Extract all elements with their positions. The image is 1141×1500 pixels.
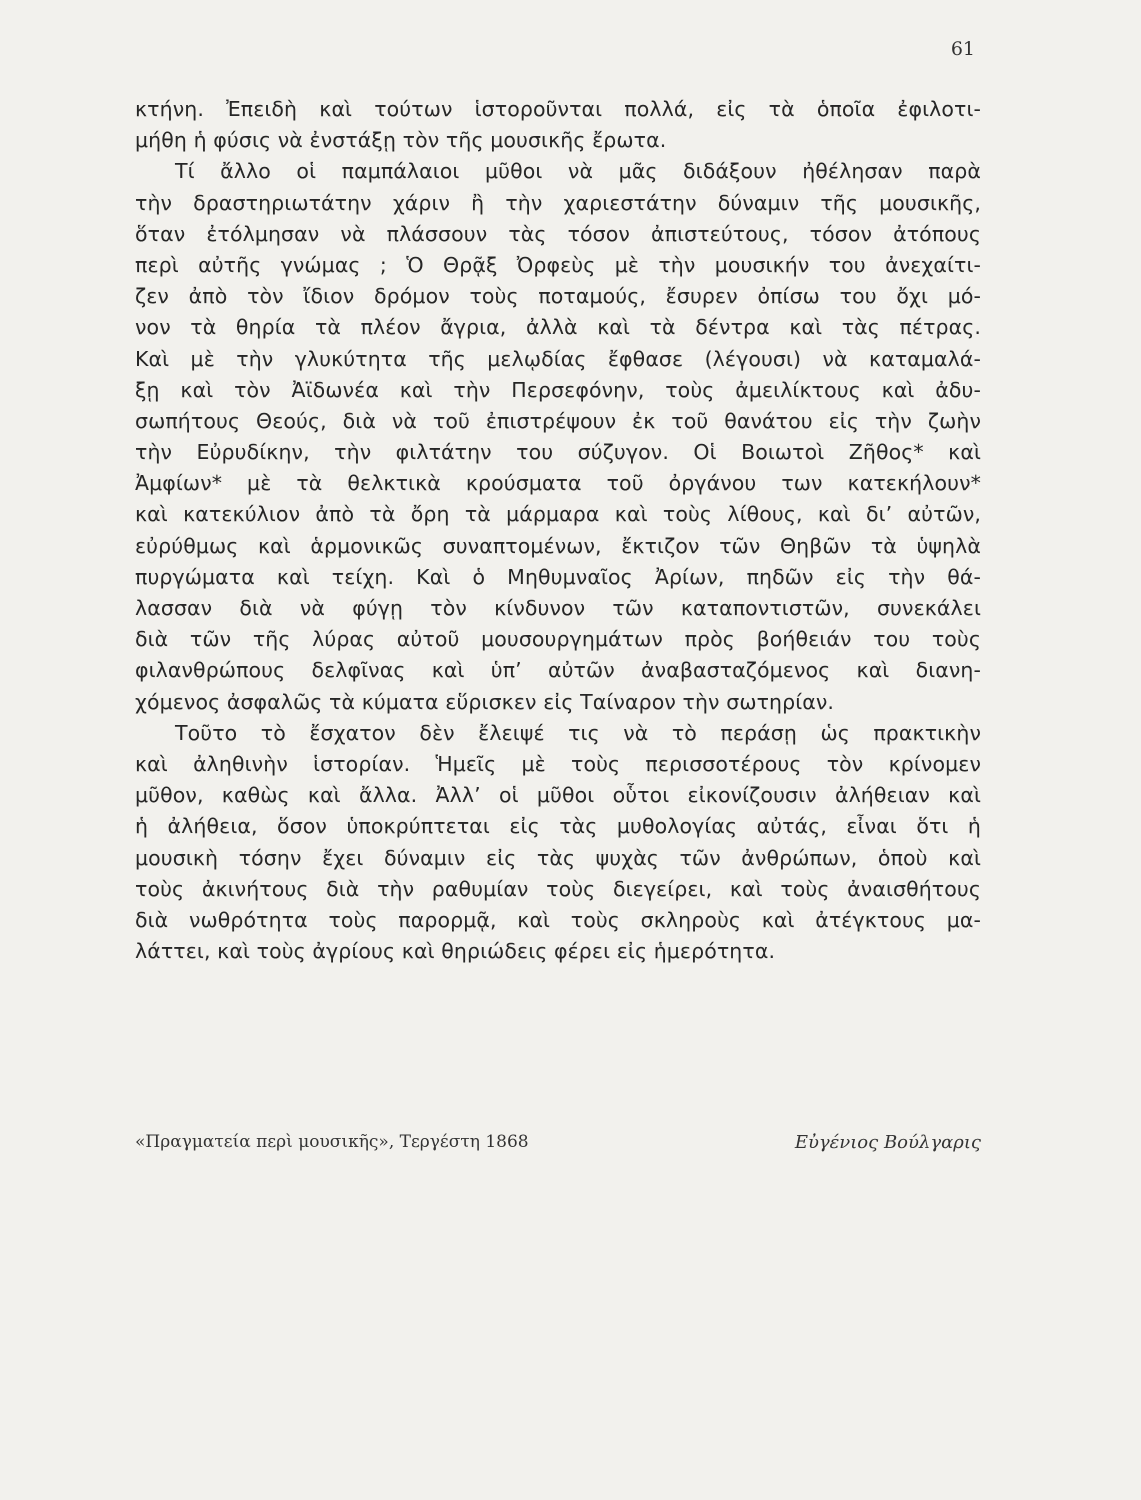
text-line: Τοῦτο τὸ ἔσχατον δὲν ἔλειψέ τις νὰ τὸ περάσῃ ὡς πρακτικὴν xyxy=(175,720,981,745)
text-line: μουσικὴ τόσην ἔχει δύναμιν εἰς τὰς ψυχὰς τῶν ἀνθρώπων, ὁποὺ καὶ xyxy=(135,845,981,870)
text-line: λάττει, καὶ τοὺς ἀγρίους καὶ θηριώδεις φέρει εἰς ἡμερότητα. xyxy=(135,939,776,964)
text-line: τὴν Εὐρυδίκην, τὴν φιλτάτην του σύζυγον. Οἱ Βοιωτοὶ Ζῆθος* καὶ xyxy=(135,440,981,465)
citation-source: «Πραγματεία περὶ μουσικῆς», Τεργέστη 1868 xyxy=(135,1132,529,1152)
text-line: κτήνη. Ἐπειδὴ καὶ τούτων ἱστοροῦνται πολλά, εἰς τὰ ὁποῖα ἐφιλοτι- xyxy=(135,97,981,121)
text-line: χόμενος ἀσφαλῶς τὰ κύματα εὕρισκεν εἰς Ταίναρον τὴν σωτηρίαν. xyxy=(135,689,835,714)
text-line: Ἀμφίων* μὲ τὰ θελκτικὰ κρούσματα τοῦ ὀργάνου των κατεκήλουν* xyxy=(135,471,981,496)
text-line: τὴν δραστηριωτάτην χάριν ἢ τὴν χαριεστάτην δύναμιν τῆς μουσικῆς, xyxy=(135,190,981,215)
text-line: εὐρύθμως καὶ ἁρμονικῶς συναπτομένων, ἔκτιζον τῶν Θηβῶν τὰ ὑψηλὰ xyxy=(135,533,981,558)
text-line: ἡ ἀλήθεια, ὅσον ὑποκρύπτεται εἰς τὰς μυθολογίας αὐτάς, εἶναι ὅτι ἡ xyxy=(135,814,981,839)
text-line: διὰ τῶν τῆς λύρας αὐτοῦ μουσουργημάτων πρὸς βοήθειάν του τοὺς xyxy=(135,627,981,652)
text-line: καὶ κατεκύλιον ἀπὸ τὰ ὄρη τὰ μάρμαρα καὶ τοὺς λίθους, καὶ δι’ αὐτῶν, xyxy=(135,502,981,527)
text-line: τοὺς ἀκινήτους διὰ τὴν ραθυμίαν τοὺς διεγείρει, καὶ τοὺς ἀναισθήτους xyxy=(135,876,981,901)
text-line: μήθη ἡ φύσις νὰ ἐνστάξῃ τὸν τῆς μουσικῆς ἔρωτα. xyxy=(135,128,667,153)
text-line: φιλανθρώπους δελφῖνας καὶ ὑπ’ αὐτῶν ἀναβασταζόμενος καὶ διανη- xyxy=(135,658,981,683)
citation xyxy=(135,1132,981,1153)
text-line: διὰ νωθρότητα τοὺς παρορμᾷ, καὶ τοὺς σκληροὺς καὶ ἀτέγκτους μα- xyxy=(135,907,981,932)
text-line: ὅταν ἐτόλμησαν νὰ πλάσσουν τὰς τόσον ἀπιστεύτους, τόσον ἀτόπους xyxy=(135,221,981,246)
text-line: νον τὰ θηρία τὰ πλέον ἄγρια, ἀλλὰ καὶ τὰ δέντρα καὶ τὰς πέτρας. xyxy=(135,315,981,340)
text-line: Καὶ μὲ τὴν γλυκύτητα τῆς μελῳδίας ἔφθασε (λέγουσι) νὰ καταμαλά- xyxy=(135,346,981,371)
text-line: ζεν ἀπὸ τὸν ἴδιον δρόμον τοὺς ποταμούς, ἔσυρεν ὀπίσω του ὄχι μό- xyxy=(135,284,981,309)
text-line: ξῃ καὶ τὸν Ἀϊδωνέα καὶ τὴν Περσεφόνην, τοὺς ἀμειλίκτους καὶ ἀδυ- xyxy=(135,377,981,402)
paragraph xyxy=(135,94,981,156)
citation-author: Εὐγένιος Βούλγαρις xyxy=(794,1132,981,1153)
text-line: σωπήτους Θεούς, διὰ νὰ τοῦ ἐπιστρέψουν ἐκ τοῦ θανάτου εἰς τὴν ζωὴν xyxy=(135,408,981,433)
paragraph xyxy=(135,156,981,717)
text-line: πυργώματα καὶ τείχη. Καὶ ὁ Μηθυμναῖος Ἀρίων, πηδῶν εἰς τὴν θά- xyxy=(135,564,981,589)
text-line: μῦθον, καθὼς καὶ ἄλλα. Ἀλλ’ οἱ μῦθοι οὗτοι εἰκονίζουσιν ἀλήθειαν καὶ xyxy=(135,783,981,808)
text-line: καὶ ἀληθινὴν ἱστορίαν. Ἡμεῖς μὲ τοὺς περισσοτέρους τὸν κρίνομεν xyxy=(135,751,981,776)
text-line: λασσαν διὰ νὰ φύγῃ τὸν κίνδυνον τῶν καταποντιστῶν, συνεκάλει xyxy=(135,596,981,620)
text-line: περὶ αὐτῆς γνώμας ; Ὁ Θρᾷξ Ὀρφεὺς μὲ τὴν μουσικήν του ἀνεχαίτι- xyxy=(135,252,981,277)
body-text xyxy=(135,94,981,967)
page-number: 61 xyxy=(950,38,975,60)
text-line: Τί ἄλλο οἱ παμπάλαιοι μῦθοι νὰ μᾶς διδάξουν ἠθέλησαν παρὰ xyxy=(175,159,981,184)
paragraph xyxy=(135,718,981,968)
